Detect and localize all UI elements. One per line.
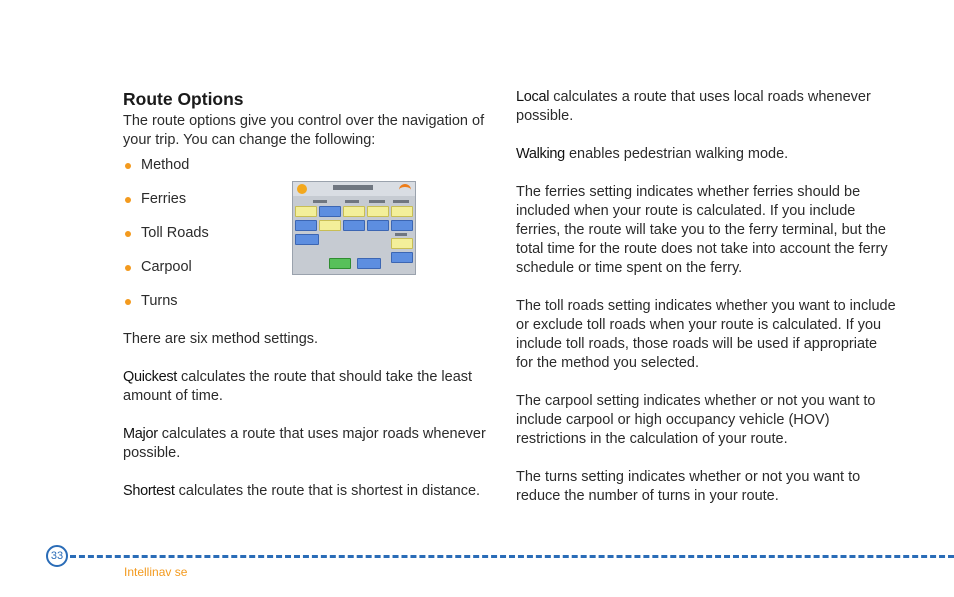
route-options-screenshot (292, 181, 416, 275)
bullet-icon (125, 265, 131, 271)
method-major: Major calculates a route that uses major roads whenever possible. (123, 426, 486, 461)
bullet-icon (125, 197, 131, 203)
list-item: Toll Roads (141, 224, 498, 258)
footer-divider (70, 555, 954, 558)
bullet-icon (125, 231, 131, 237)
bullet-icon (125, 163, 131, 169)
method-quickest: Quickest calculates the route that should take the least amount of time. (123, 369, 473, 404)
list-item: Turns (141, 292, 498, 330)
method-walking: Walking enables pedestrian walking mode. (516, 146, 789, 162)
page-number: 33 (46, 545, 68, 567)
logo-icon (297, 184, 307, 194)
list-item: Ferries (141, 190, 498, 224)
carpool-paragraph: The carpool setting indicates whether or not you want to include carpool or high occupancy vehicle (HOV) restrictions in the calculation of your route. (516, 393, 876, 447)
ferries-paragraph: The ferries setting indicates whether ferries should be included when your route is calculated. If you include ferries, the route will take you to the ferry terminal, but the total time for the route does not take into account the ferry schedule or time spent on the ferry. (516, 184, 888, 276)
back-arrow-icon (399, 184, 411, 195)
left-column (123, 88, 498, 520)
list-item: Carpool (141, 258, 498, 292)
section-title: Route Options (123, 89, 244, 109)
footer-brand: Intellinav se (124, 565, 188, 579)
method-shortest: Shortest calculates the route that is shortest in distance. (123, 483, 481, 499)
toll-roads-paragraph: The toll roads setting indicates whether you want to include or exclude toll roads when your route is calculated. If you include toll roads, those roads will be used if appropriate for the method you selected. (516, 298, 896, 371)
turns-paragraph: The turns setting indicates whether or not you want to reduce the number of turns in your route. (516, 469, 861, 504)
method-local: Local calculates a route that uses local roads whenever possible. (516, 89, 871, 124)
intro-paragraph: The route options give you control over the navigation of your trip. You can change the following: (123, 113, 485, 148)
right-column (516, 88, 896, 525)
list-item: Method (141, 156, 498, 190)
methods-intro: There are six method settings. (123, 331, 319, 347)
bullet-icon (125, 299, 131, 305)
